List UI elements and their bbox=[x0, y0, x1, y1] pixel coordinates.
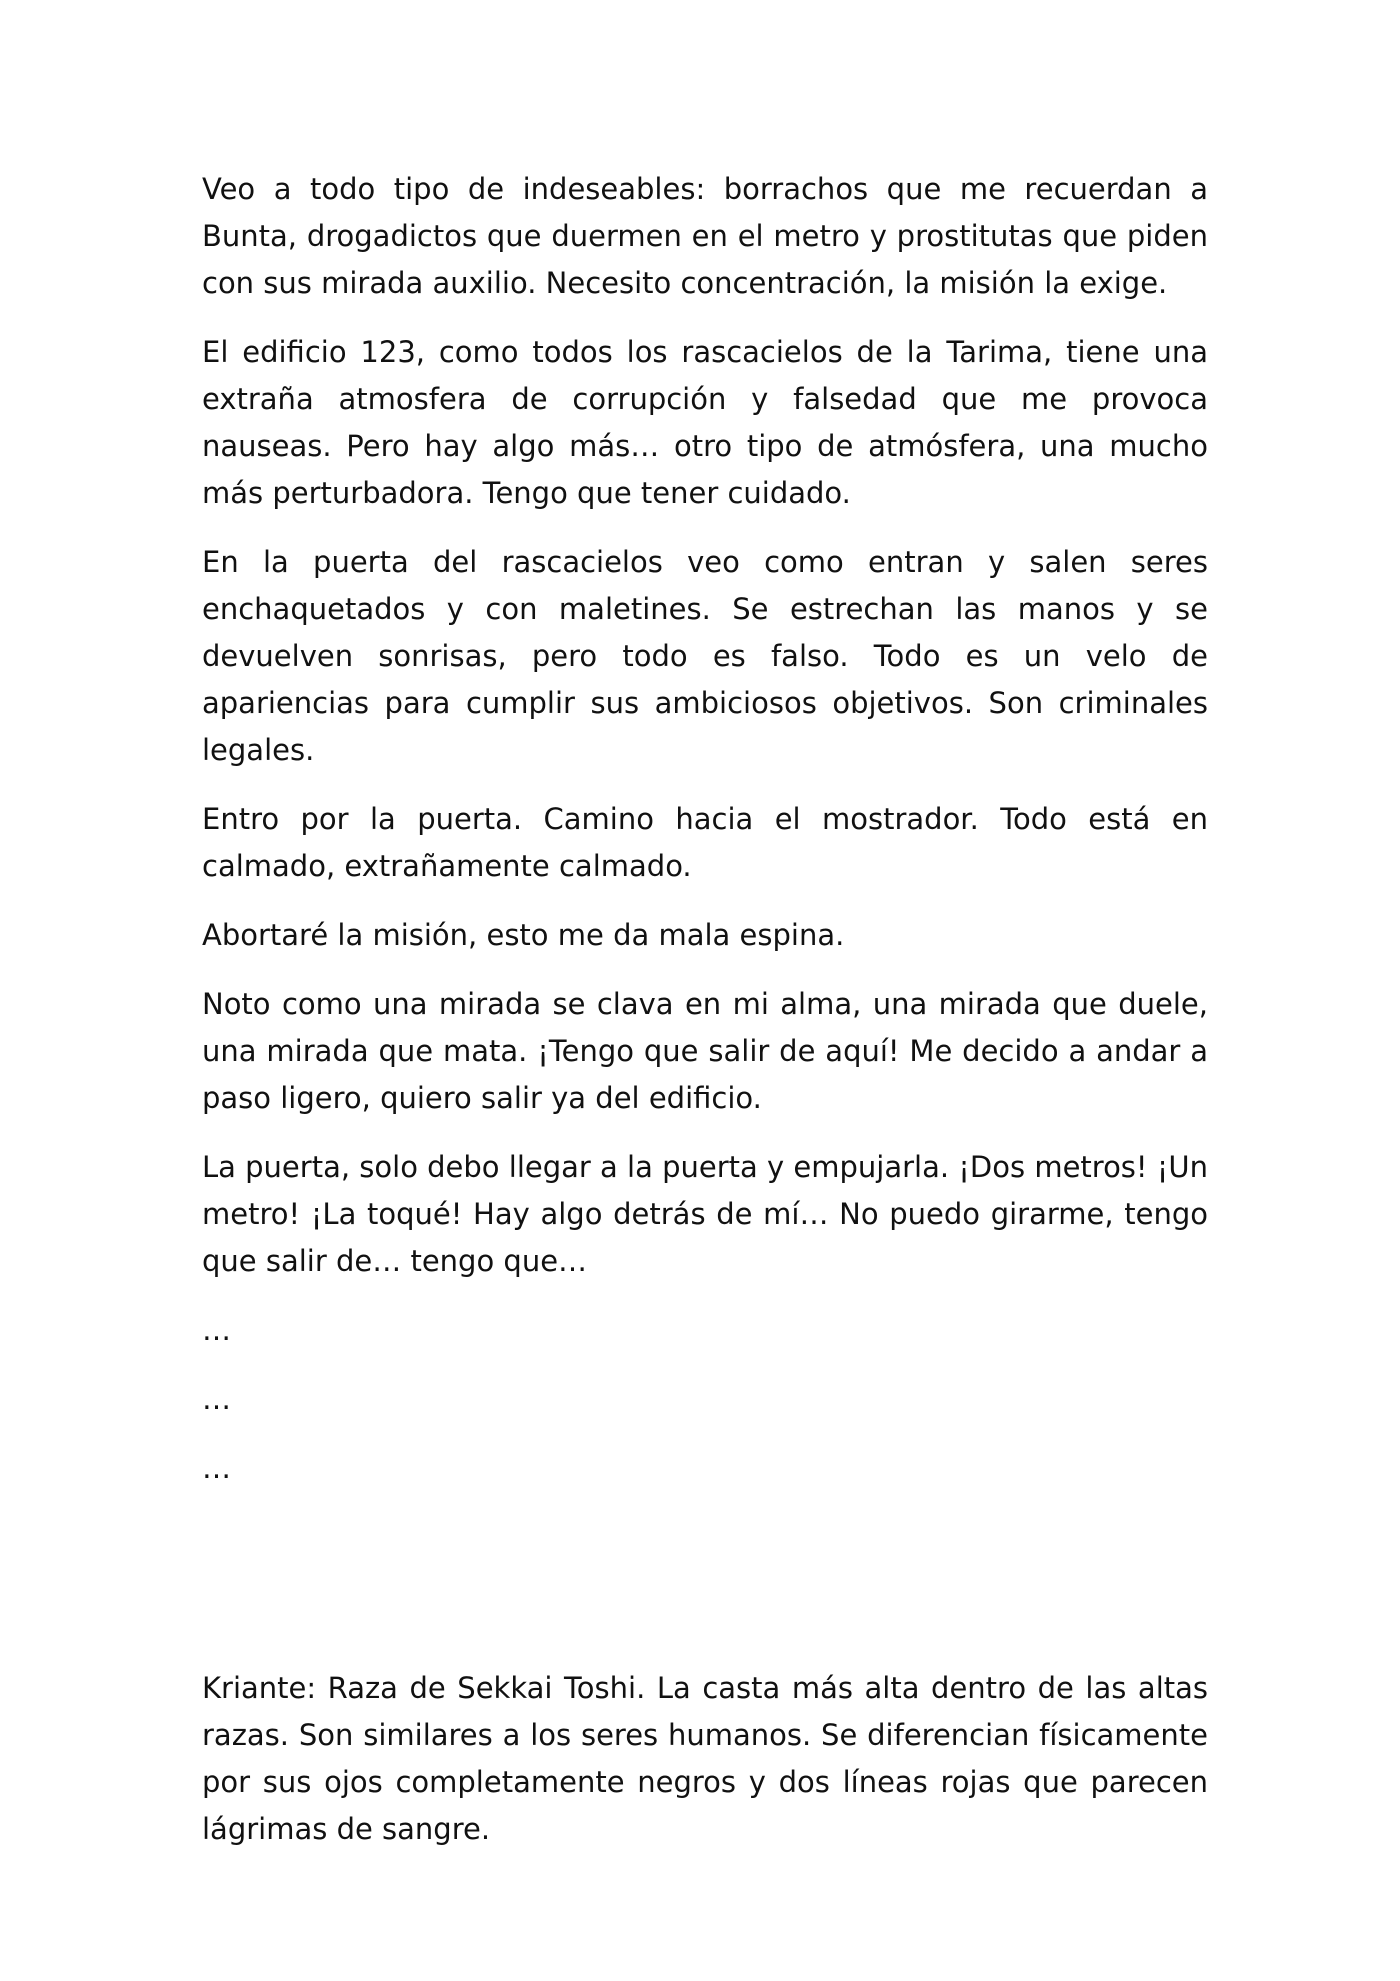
paragraph-4: Entro por la puerta. Camino hacia el mostrador. Todo está en calmado, extrañamente calmado. bbox=[202, 802, 1208, 883]
footnote-text: Kriante: Raza de Sekkai Toshi. La casta más alta dentro de las altas razas. Son similares a los seres humanos. Se diferencian físicamente por sus ojos completamente negros y dos líneas rojas que parecen lágrimas de sangre. bbox=[202, 1671, 1208, 1846]
paragraph-7: La puerta, solo debo llegar a la puerta y empujarla. ¡Dos metros! ¡Un metro! ¡La toqué! Hay algo detrás de mí… No puedo girarme, tengo que salir de… tengo que… bbox=[202, 1150, 1208, 1278]
ellipsis-line-2: … bbox=[202, 1382, 231, 1416]
paragraph-1: Veo a todo tipo de indeseables: borrachos que me recuerdan a Bunta, drogadictos que duermen en el metro y prostitutas que piden con sus mirada auxilio. Necesito concentración, la misión la exige. bbox=[202, 172, 1208, 300]
ellipsis-line-3: … bbox=[202, 1451, 231, 1485]
story-body bbox=[202, 166, 1208, 1514]
ellipsis-line-1: … bbox=[202, 1313, 231, 1347]
paragraph-5: Abortaré la misión, esto me da mala espina. bbox=[202, 918, 845, 952]
paragraph-3: En la puerta del rascacielos veo como entran y salen seres enchaquetados y con maletines. Se estrechan las manos y se devuelven sonrisas, pero todo es falso. Todo es un velo de apariencias para cumplir sus ambiciosos objetivos. Son criminales legales. bbox=[202, 545, 1208, 767]
paragraph-2: El edificio 123, como todos los rascacielos de la Tarima, tiene una extraña atmosfera de corrupción y falsedad que me provoca nauseas. Pero hay algo más… otro tipo de atmósfera, una mucho más perturbadora. Tengo que tener cuidado. bbox=[202, 335, 1208, 510]
paragraph-6: Noto como una mirada se clava en mi alma, una mirada que duele, una mirada que mata. ¡Tengo que salir de aquí! Me decido a andar a paso ligero, quiero salir ya del edificio. bbox=[202, 987, 1208, 1115]
footnote bbox=[202, 1665, 1208, 1853]
